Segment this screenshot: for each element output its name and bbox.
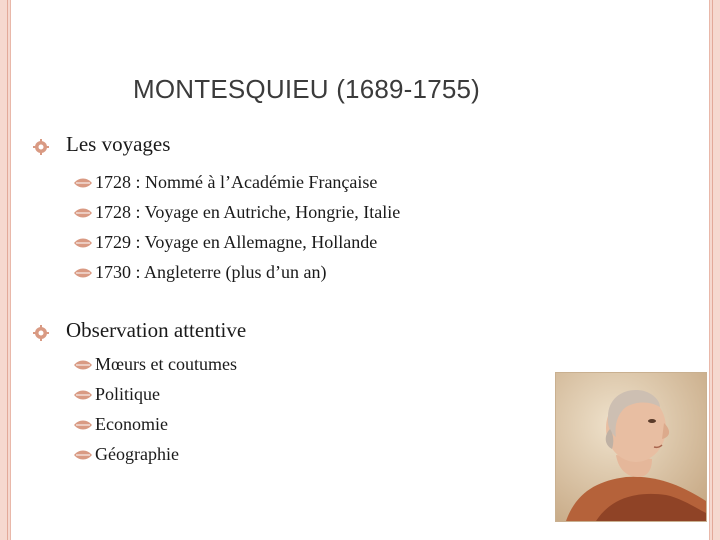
decorative-line-left [7, 0, 8, 540]
section-heading: Les voyages [66, 132, 171, 156]
section-heading: Observation attentive [66, 318, 247, 342]
list-item-text: Economie [95, 414, 168, 434]
list-item-text: 1730 : Angleterre (plus d’un an) [95, 262, 327, 282]
gear-bullet-icon [33, 139, 49, 155]
leaf-bullet-icon [72, 236, 94, 250]
list-item-text: Mœurs et coutumes [95, 354, 237, 374]
decorative-line-right [712, 0, 713, 540]
leaf-bullet-icon [72, 266, 94, 280]
leaf-bullet-icon [72, 448, 94, 462]
list-item-text: 1728 : Nommé à l’Académie Française [95, 172, 378, 192]
leaf-bullet-icon [72, 358, 94, 372]
list-item-text: Politique [95, 384, 161, 404]
gear-bullet-icon [33, 325, 49, 341]
list-item-text: 1729 : Voyage en Allemagne, Hollande [95, 232, 378, 252]
leaf-bullet-icon [72, 176, 94, 190]
list-item-text: Géographie [95, 444, 179, 464]
leaf-bullet-icon [72, 418, 94, 432]
leaf-bullet-icon [72, 388, 94, 402]
montesquieu-portrait [555, 372, 707, 522]
slide [10, 0, 710, 540]
leaf-bullet-icon [72, 206, 94, 220]
list-item-text: 1728 : Voyage en Autriche, Hongrie, Italie [95, 202, 401, 222]
slide-title: MONTESQUIEU (1689-1755) [133, 74, 481, 104]
